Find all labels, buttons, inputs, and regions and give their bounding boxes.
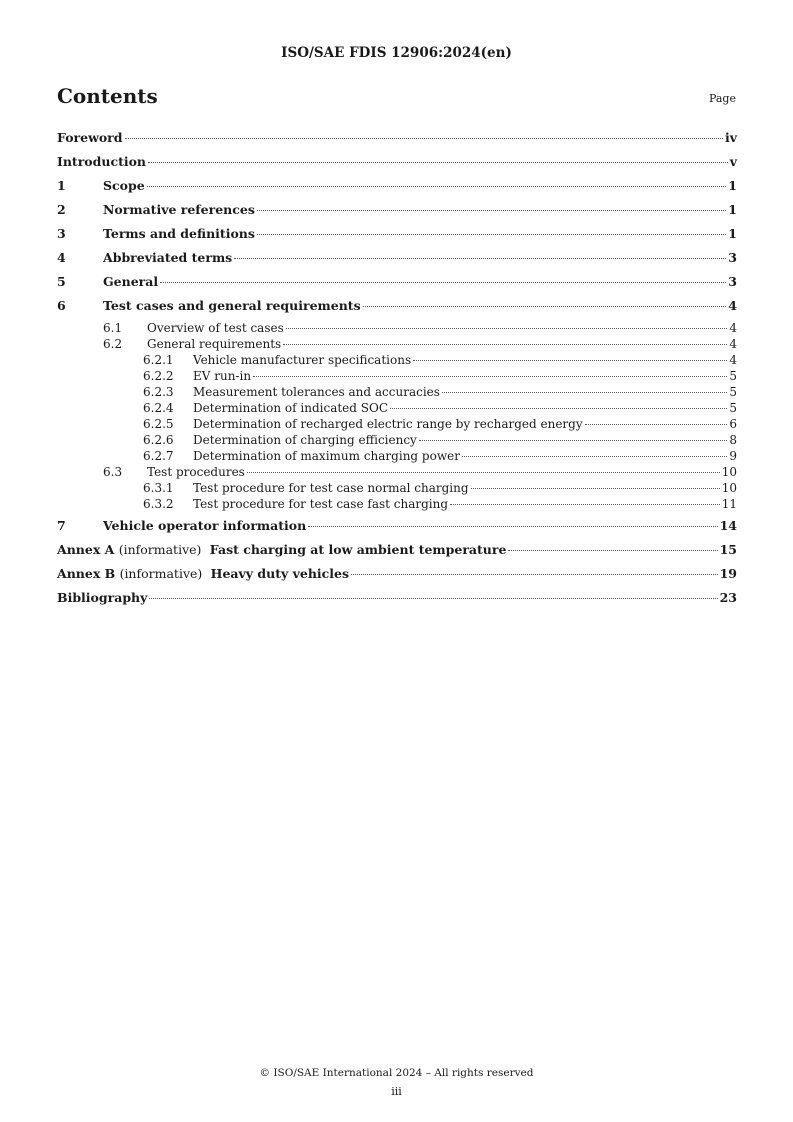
toc-entry-title: General requirements	[147, 337, 282, 351]
annex-title: Heavy duty vehicles	[210, 566, 350, 581]
dot-leader	[160, 282, 726, 283]
toc-entry-number: 1	[57, 178, 66, 193]
page-column-label: Page	[708, 92, 736, 105]
toc-entry-number: 6.2.1	[143, 353, 174, 367]
toc-entry-number: 6.2.7	[143, 449, 174, 463]
toc-entry-page: 10	[721, 481, 737, 495]
dot-leader	[247, 472, 720, 473]
toc-entry[interactable]	[57, 516, 737, 540]
toc-entry[interactable]	[57, 272, 737, 296]
toc-entry-title: Test cases and general requirements	[103, 298, 361, 313]
toc-entry-title: Test procedure for test case fast charging	[193, 497, 449, 511]
toc-entry-title: Introduction	[57, 154, 147, 169]
dot-leader	[462, 456, 727, 457]
toc-entry-title	[57, 540, 506, 560]
toc-entry-number: 6	[57, 298, 66, 313]
toc-entry-title: Bibliography	[57, 590, 148, 605]
toc-entry-page: 5	[729, 401, 737, 415]
dot-leader	[419, 440, 728, 441]
toc-entry-page: 11	[721, 497, 737, 511]
toc-entry-page: 4	[729, 353, 737, 367]
toc-entry-title: Scope	[103, 178, 145, 193]
toc-entry-page: 19	[719, 566, 737, 581]
toc-entry[interactable]	[57, 400, 737, 416]
toc-entry-title: Measurement tolerances and accuracies	[193, 385, 440, 399]
copyright-notice: © ISO/SAE International 2024 – All rights reserved	[259, 1067, 534, 1079]
toc-entry-page: 6	[729, 417, 737, 431]
toc-entry[interactable]	[57, 416, 737, 432]
toc-entry[interactable]	[57, 200, 737, 224]
toc-entry-number: 4	[57, 250, 66, 265]
dot-leader	[257, 234, 726, 235]
toc-entry-title: Determination of maximum charging power	[193, 449, 460, 463]
toc-entry-page: v	[729, 154, 737, 169]
toc-entry[interactable]	[57, 176, 737, 200]
toc-entry-number: 2	[57, 202, 66, 217]
toc-entry-number: 6.1	[103, 321, 123, 335]
toc-entry[interactable]	[57, 336, 737, 352]
dot-leader	[508, 550, 717, 551]
dot-leader	[351, 574, 718, 575]
page-number: iii	[391, 1085, 402, 1098]
toc-entry[interactable]	[57, 588, 737, 612]
toc-entry[interactable]	[57, 564, 737, 588]
dot-leader	[283, 344, 727, 345]
toc-entry-number: 6.3	[103, 465, 123, 479]
dot-leader	[149, 598, 717, 599]
toc-entry-title: Overview of test cases	[147, 321, 284, 335]
toc-entry-page: 3	[728, 274, 737, 289]
dot-leader	[148, 162, 728, 163]
toc-entry-page: 14	[719, 518, 737, 533]
dot-leader	[147, 186, 727, 187]
toc-entry[interactable]	[57, 448, 737, 464]
toc-entry-title: Determination of recharged electric range by recharged energy	[193, 417, 583, 431]
toc-entry[interactable]	[57, 128, 737, 152]
annex-note: (informative)	[118, 542, 202, 557]
annex-label: Annex B	[57, 566, 116, 581]
toc-entry-title: Test procedure for test case normal charging	[193, 481, 469, 495]
dot-leader	[442, 392, 727, 393]
toc-entry-number: 6.2.2	[143, 369, 174, 383]
dot-leader	[125, 138, 723, 139]
toc-entry-number: 6.3.1	[143, 481, 174, 495]
toc-entry[interactable]	[57, 296, 737, 320]
dot-leader	[390, 408, 727, 409]
toc-entry-page: 15	[719, 542, 737, 557]
toc-entry[interactable]	[57, 432, 737, 448]
dot-leader	[286, 328, 728, 329]
toc-entry-page: 3	[728, 250, 737, 265]
dot-leader	[471, 488, 720, 489]
dot-leader	[363, 306, 727, 307]
toc-entry-number: 7	[57, 518, 66, 533]
toc-entry[interactable]	[57, 384, 737, 400]
toc-entry-title: EV run-in	[193, 369, 252, 383]
annex-label: Annex A	[57, 542, 115, 557]
annex-note: (informative)	[119, 566, 203, 581]
toc-entry-page: 1	[728, 202, 737, 217]
toc-entry-number: 6.2.3	[143, 385, 174, 399]
dot-leader	[308, 526, 717, 527]
toc-entry[interactable]	[57, 368, 737, 384]
dot-leader	[253, 376, 727, 377]
toc-entry-page: 8	[729, 433, 737, 447]
toc-entry-page: 1	[728, 178, 737, 193]
dot-leader	[585, 424, 728, 425]
toc-entry[interactable]	[57, 248, 737, 272]
toc-entry-title: Test procedures	[147, 465, 245, 479]
toc-entry[interactable]	[57, 224, 737, 248]
toc-entry-title: Vehicle manufacturer specifications	[193, 353, 412, 367]
toc-entry-page: 9	[729, 449, 737, 463]
toc-entry-title: Determination of charging efficiency	[193, 433, 417, 447]
toc-entry-title: Foreword	[57, 130, 123, 145]
toc-entry-page: 4	[729, 321, 737, 335]
contents-title: Contents	[57, 84, 158, 108]
toc-entry-number: 6.2.4	[143, 401, 174, 415]
toc-entry[interactable]	[57, 480, 737, 496]
toc-entry-title: Abbreviated terms	[103, 250, 233, 265]
toc-entry-page: 23	[719, 590, 737, 605]
table-of-contents	[57, 128, 737, 612]
toc-entry[interactable]	[57, 320, 737, 336]
toc-entry-title: Vehicle operator information	[103, 518, 307, 533]
toc-entry-number: 6.3.2	[143, 497, 174, 511]
toc-entry[interactable]	[57, 152, 737, 176]
toc-entry-title	[57, 564, 349, 584]
toc-entry-page: iv	[724, 130, 737, 145]
toc-entry-page: 5	[729, 369, 737, 383]
toc-entry-number: 6.2.6	[143, 433, 174, 447]
toc-entry-title: Determination of indicated SOC	[193, 401, 389, 415]
toc-entry-page: 4	[728, 298, 737, 313]
toc-entry-page: 4	[729, 337, 737, 351]
dot-leader	[450, 504, 720, 505]
toc-entry[interactable]	[57, 464, 737, 480]
dot-leader	[234, 258, 726, 259]
toc-entry-page: 10	[721, 465, 737, 479]
toc-entry-title: General	[103, 274, 159, 289]
toc-entry-title: Normative references	[103, 202, 255, 217]
annex-title: Fast charging at low ambient temperature	[209, 542, 507, 557]
dot-leader	[413, 360, 727, 361]
toc-entry-page: 5	[729, 385, 737, 399]
dot-leader	[257, 210, 726, 211]
toc-entry[interactable]	[57, 352, 737, 368]
toc-entry[interactable]	[57, 540, 737, 564]
toc-entry-number: 6.2	[103, 337, 123, 351]
toc-entry[interactable]	[57, 496, 737, 512]
toc-entry-number: 6.2.5	[143, 417, 174, 431]
toc-entry-title: Terms and definitions	[103, 226, 255, 241]
toc-entry-page: 1	[728, 226, 737, 241]
toc-entry-number: 3	[57, 226, 66, 241]
toc-entry-number: 5	[57, 274, 66, 289]
document-id-header: ISO/SAE FDIS 12906:2024(en)	[281, 45, 512, 61]
